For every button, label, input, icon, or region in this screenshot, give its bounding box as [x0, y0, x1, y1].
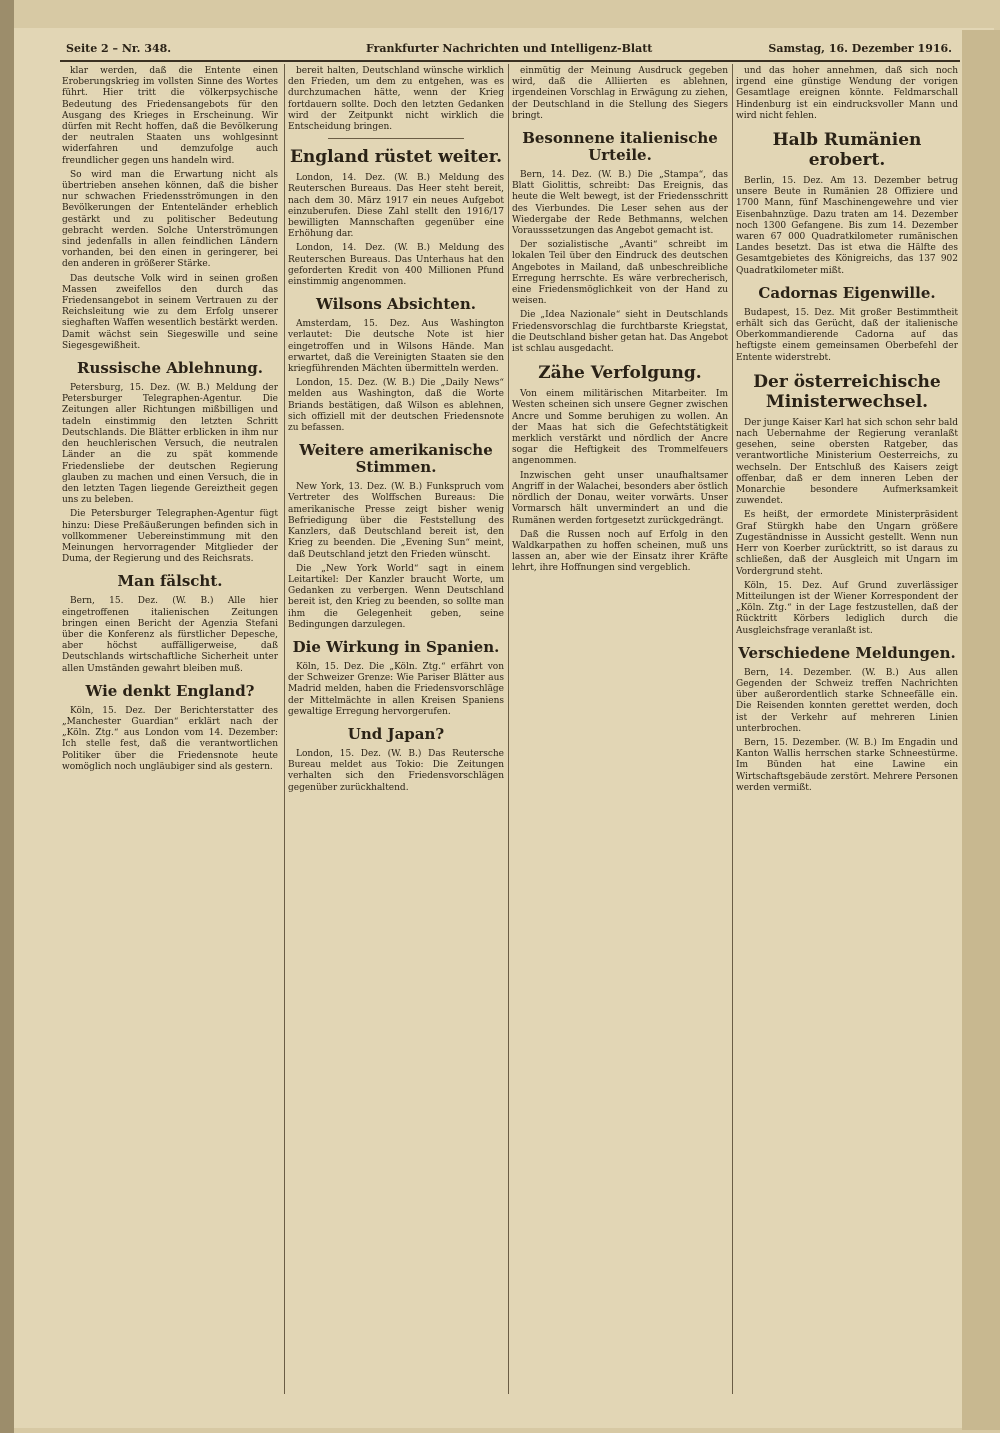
article-paragraph: London, 14. Dez. (W. B.) Meldung des Reuterschen Bureaus. Das Unterhaus hat den geforderten Kredit von 400 Millionen Pfund einstimmig angenommen.: [288, 243, 504, 288]
headline-weitere-amerikanische-stimmen: Weitere amerikanische Stimmen.: [299, 441, 493, 477]
article-paragraph: einmütig der Meinung Ausdruck gegeben wird, daß die Alliierten es ablehnen, irgendeinen Vorschlag in Erwägung zu ziehen, der Deutschland in die Stellung des Siegers bringt.: [512, 66, 728, 121]
article-separator: [328, 138, 464, 139]
column-divider: [284, 64, 285, 1394]
headline-halb-rumaenien-erobert: Halb Rumänien erobert.: [772, 130, 922, 171]
column-divider: [732, 64, 733, 1394]
headline-oesterreichischer-ministerwechsel: Der österreichische Ministerwechsel.: [753, 371, 941, 412]
article-paragraph: Bern, 14. Dez. (W. B.) Die „Stampa“, das Blatt Giolittis, schreibt: Das Ereignis, das heute die Welt bewegt, ist der Friedensschritt des Vierbundes. Die Leser sehen aus der Wiedergabe der Rede Bethmanns, welchen Vorausssetzungen das Angebot gemacht ist.: [512, 170, 728, 237]
article-paragraph: klar werden, daß die Entente einen Eroberungskrieg im vollsten Sinne des Wortes führt. Hier tritt die völkerpsychische Bedeutung des Friedensangebots für den Ausgang des Krieges in Erscheinung. Wir dürfen mit Recht hoffen, daß die Bevölkerung der neutralen Staaten uns wohlgesinnt widerfahren und demzufolge auch freundlicher gegen uns handeln wird.: [62, 66, 278, 166]
article-paragraph: Es heißt, der ermordete Ministerpräsident Graf Stürgkh habe den Ungarn größere Zugeständnisse in Aussicht gestellt. Wenn nun Herr von Koerber zurücktritt, so ist daraus zu schließen, daß der Ausgleich mit Ungarn im Vordergrund steht.: [736, 510, 958, 577]
article-paragraph: Das deutsche Volk wird in seinen großen Massen zweifellos den durch das Friedensangebot in seinem Vertrauen zu der Reichsleitung wie zu dem Erfolg unserer sieghaften Waffen wesentlich bestärkt werden. Damit wächst sein Siegeswille und seine Siegesgewißheit.: [62, 273, 278, 351]
article-paragraph: Der junge Kaiser Karl hat sich schon sehr bald nach Uebernahme der Regierung veranlaßt gesehen, seine obersten Ratgeber, das verantwortliche Ministerium Oesterreichs, zu wechseln. Der Entschluß des Kaisers zeigt offenbar, daß er dem inneren Leben der Monarchie besondere Aufmerksamkeit zuwendet.: [736, 417, 958, 507]
article-paragraph: Amsterdam, 15. Dez. Aus Washington verlautet: Die deutsche Note ist hier eingetroffen und in Wilsons Hände. Man erwartet, daß die Vereinigten Staaten sie den kriegführenden Mächten übermitteln werden.: [288, 319, 504, 375]
article-paragraph: Der sozialistische „Avanti“ schreibt im lokalen Teil über den Eindruck des deutschen Angebotes in Mailand, daß unbeschreibliche Erregung herrschte. Es wäre verbrecherisch, eine Friedensmöglichkeit von der Hand zu weisen.: [512, 240, 728, 307]
column-2: [288, 66, 504, 1396]
article-paragraph: New York, 13. Dez. (W. B.) Funkspruch vom Vertreter des Wolffschen Bureaus: Die amerikanische Presse zeigt bisher wenig Befriedigung über die Feststellung des Kanzlers, daß Deutschland bereit ist, den Krieg zu beenden. Die „Evening Sun“ meint, daß Deutschland jetzt den Frieden wünscht.: [288, 482, 504, 560]
page-header: [66, 42, 952, 60]
article-paragraph: London, 15. Dez. (W. B.) Das Reutersche Bureau meldet aus Tokio: Die Zeitungen verhalten sich den Friedensvorschlägen gegenüber zurückhaltend.: [288, 748, 504, 793]
headline-besonnene-italienische-urteile: Besonnene italienische Urteile.: [522, 129, 718, 165]
article-paragraph: Die „New York World“ sagt in einem Leitartikel: Der Kanzler braucht Worte, um Gedanken zu verbergen. Wenn Deutschland bereit ist, den Krieg zu beenden, so sollte man ihm die Gelegenheit geben, seine Bedingungen darzulegen.: [288, 563, 504, 630]
headline-wirkung-in-spanien: Die Wirkung in Spanien.: [292, 637, 500, 656]
headline-und-japan: Und Japan?: [347, 724, 445, 743]
headline-cadornas-eigenwille: Cadornas Eigenwille.: [758, 283, 936, 302]
binding-strip: [0, 0, 14, 1433]
article-paragraph: Die „Idea Nazionale“ sieht in Deutschlands Friedensvorschlag die furchtbarste Kriegstat, die Deutschland bisher getan hat. Das Angebot ist schlau ausgedacht.: [512, 310, 728, 355]
column-divider: [508, 64, 509, 1394]
headline-russische-ablehnung: Russische Ablehnung.: [77, 359, 263, 378]
issue-date: Samstag, 16. Dezember 1916.: [768, 42, 952, 55]
article-paragraph: Von einem militärischen Mitarbeiter. Im Westen scheinen sich unsere Gegner zwischen Ancre und Somme beruhigen zu wollen. An der Maas hat sich die Gefechtstätigkeit merklich verstärkt und nördlich der Ancre sogar die Heftigkeit des Trommelfeuers angenommen.: [512, 389, 728, 467]
article-paragraph: Die Petersburger Telegraphen-Agentur fügt hinzu: Diese Preßäußerungen befinden sich in vollkommener Uebereinstimmung mit den Meinungen hervorragender Mitglieder der Duma, der Regierung und des Reichsrats.: [62, 509, 278, 565]
adjacent-page-edge: [962, 30, 1000, 1430]
column-1: [62, 66, 278, 1396]
article-paragraph: London, 14. Dez. (W. B.) Meldung des Reuterschen Bureaus. Das Heer steht bereit, nach dem 30. März 1917 ein neues Aufgebot einzuberufen. Diese Zahl stellt den 1916/17 bewilligten Mannschaften gegenüber eine Erhöhung dar.: [288, 173, 504, 240]
article-paragraph: und das hoher annehmen, daß sich noch irgend eine günstige Wendung der vorigen Gesamtlage ereignen könnte. Feldmarschall Hindenburg ist ein eindrucksvoller Mann und wird nicht fehlen.: [736, 66, 958, 121]
column-4: [736, 66, 958, 1396]
headline-man-faelscht: Man fälscht.: [117, 572, 223, 591]
headline-england-ruestet-weiter: England rüstet weiter.: [289, 147, 503, 168]
headline-wie-denkt-england: Wie denkt England?: [85, 681, 255, 700]
headline-wilsons-absichten: Wilsons Absichten.: [316, 295, 476, 314]
article-paragraph: Köln, 15. Dez. Der Berichterstatter des „Manchester Guardian“ erklärt nach der „Köln. Ztg.“ aus London vom 14. Dezember: Ich stelle fest, daß die verantwortlichen Politiker über die Friedensnote heute womöglich noch ungläubiger sind als gestern.: [62, 705, 278, 772]
article-paragraph: Köln, 15. Dez. Auf Grund zuverlässiger Mitteilungen ist der Wiener Korrespondent der „Köln. Ztg.“ in der Lage festzustellen, daß der Rücktritt Körbers lediglich durch die Ausgleichsfrage veranlaßt ist.: [736, 580, 958, 636]
article-paragraph: Inzwischen geht unser unaufhaltsamer Angriff in der Walachei, besonders aber östlich nördlich der Donau, weiter vorwärts. Unser Vormarsch hält unvermindert an und die Rumänen werden fortgesetzt zurückgedrängt.: [512, 470, 728, 526]
article-paragraph: Daß die Russen noch auf Erfolg in den Waldkarpathen zu hoffen scheinen, muß uns lassen an, aber wie der Einsatz ihrer Kräfte lehrt, ihre Hoffnungen sind vergeblich.: [512, 529, 728, 574]
article-paragraph: Bern, 15. Dez. (W. B.) Alle hier eingetroffenen italienischen Zeitungen bringen einen Bericht der Agenzia Stefani über die Konferenz als fürstlicher Depesche, aber höchst auffälligerweise, daß Deutschlands wirtschaftliche Sicherheit unter allen Umständen gewahrt bleiben muß.: [62, 596, 278, 674]
article-paragraph: Köln, 15. Dez. Die „Köln. Ztg.“ erfährt von der Schweizer Grenze: Wie Pariser Blätter aus Madrid melden, haben die Friedensvorschläge der Mittelmächte in allen Kreisen Spaniens gewaltige Erregung hervorgerufen.: [288, 661, 504, 717]
article-paragraph: London, 15. Dez. (W. B.) Die „Daily News“ melden aus Washington, daß die Worte Briands bestätigen, daß Wilson es ablehnen, sich offiziell mit der deutschen Friedensnote zu befassen.: [288, 378, 504, 434]
column-3: [512, 66, 728, 1396]
header-rule: [60, 60, 960, 62]
headline-verschiedene-meldungen: Verschiedene Meldungen.: [738, 643, 956, 662]
article-paragraph: Budapest, 15. Dez. Mit großer Bestimmtheit erhält sich das Gerücht, daß der italienische Oberkommandierende Cadorna auf das heftigste einem gemeinsamen Oberbefehl der Entente widerstrebt.: [736, 307, 958, 363]
article-paragraph: Petersburg, 15. Dez. (W. B.) Meldung der Petersburger Telegraphen-Agentur. Die Zeitungen aller Richtungen mißbilligen und tadeln einstimmig den letzten Schritt Deutschlands. Die Blätter erblicken in ihm nur den heuchlerischen Versuch, die neutralen Länder an die zu spät kommende Friedensliebe der deutschen Regierung glauben zu machen und einen Versuch, die in den letzten Tagen liegende Gereiztheit gegen uns zu beleben.: [62, 383, 278, 506]
masthead: Frankfurter Nachrichten und Intelligenz-Blatt: [366, 42, 653, 55]
article-paragraph: Berlin, 15. Dez. Am 13. Dezember betrug unsere Beute in Rumänien 28 Offiziere und 1700 Mann, fünf Maschinengewehre und vier Eisenbahnzüge. Dazu traten am 14. Dezember noch 1300 Gefangene. Bis zum 14. Dezember waren 67 000 Quadratkilometer rumänischen Landes besetzt. Das ist etwa die Hälfte des Gesamtgebietes des Königreichs, das 137 902 Quadratkilometer mißt.: [736, 176, 958, 276]
headline-zaehe-verfolgung: Zähe Verfolgung.: [538, 363, 702, 384]
article-paragraph: So wird man die Erwartung nicht als übertrieben ansehen können, daß die bisher nur schwachen Friedensströmungen in den Bevölkerungen der Ententeländer erheblich gestärkt und zu politischer Bedeutung gebracht werden. Solche Unterströmungen sind jedenfalls in allen feindlichen Ländern vorhanden, bei den einen in geringerer, bei den anderen in größerer Stärke.: [62, 169, 278, 270]
article-paragraph: bereit halten, Deutschland wünsche wirklich den Frieden, um dem zu entgehen, was es durchzumachen hätte, wenn der Krieg fortdauern sollte. Doch den letzten Gedanken wird der Zeitpunkt nicht wirklich die Entscheidung bringen.: [288, 66, 504, 133]
page-number: Seite 2 – Nr. 348.: [66, 42, 172, 55]
article-paragraph: Bern, 15. Dezember. (W. B.) Im Engadin und Kanton Wallis herrschen starke Schneestürme. Im Bünden hat eine Lawine ein Wirtschaftsgebäude zerstört. Mehrere Personen werden vermißt.: [736, 737, 958, 793]
article-paragraph: Bern, 14. Dezember. (W. B.) Aus allen Gegenden der Schweiz treffen Nachrichten über außerordentlich starke Schneefälle ein. Die Reisenden konnten gerettet werden, doch ist der Verkehr auf mehreren Linien unterbrochen.: [736, 667, 958, 734]
